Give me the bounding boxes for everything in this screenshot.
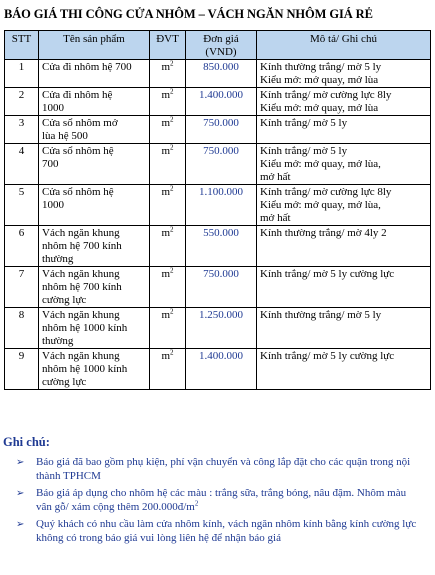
unit-exponent: 2 [170, 266, 174, 275]
header-desc: Mô tả/ Ghi chú [257, 31, 431, 60]
table-body [5, 60, 431, 390]
row-description: Kính thường trắng/ mờ 4ly 2 [257, 226, 431, 267]
row-stt: 6 [5, 226, 39, 267]
unit-exponent: 2 [170, 348, 174, 357]
unit-base: m [161, 309, 171, 321]
arrow-bullet-icon: ➢ [16, 519, 25, 530]
row-price: 850.000 [186, 60, 257, 88]
unit-exponent: 2 [170, 115, 174, 124]
header-name: Tên sản phẩm [39, 31, 150, 60]
row-unit [150, 60, 186, 88]
table-row [5, 185, 431, 226]
row-price: 1.100.000 [186, 185, 257, 226]
table-row [5, 116, 431, 144]
note-superscript: 2 [194, 498, 199, 507]
row-stt: 4 [5, 144, 39, 185]
note-item [14, 456, 422, 483]
row-description: Kính trắng/ mờ 5 ly [257, 116, 431, 144]
row-stt: 1 [5, 60, 39, 88]
unit-exponent: 2 [170, 225, 174, 234]
header-unit: ĐVT [150, 31, 186, 60]
row-product-name: Cửa đi nhôm hệ 700 [39, 60, 150, 88]
row-price: 1.400.000 [186, 88, 257, 116]
unit-base: m [161, 117, 171, 129]
row-stt: 9 [5, 349, 39, 390]
table-row [5, 226, 431, 267]
row-price: 750.000 [186, 144, 257, 185]
table-row [5, 144, 431, 185]
unit-exponent: 2 [170, 143, 174, 152]
row-description: Kính thường trắng/ mờ 5 ly [257, 308, 431, 349]
table-row [5, 60, 431, 88]
unit-exponent: 2 [170, 59, 174, 68]
row-unit [150, 226, 186, 267]
notes-title: Ghi chú: [3, 435, 50, 449]
unit-exponent: 2 [170, 87, 174, 96]
arrow-bullet-icon: ➢ [16, 457, 25, 468]
row-stt: 5 [5, 185, 39, 226]
unit-base: m [161, 89, 171, 101]
note-item [14, 487, 422, 514]
price-table [4, 30, 431, 390]
row-unit [150, 185, 186, 226]
row-price: 550.000 [186, 226, 257, 267]
row-product-name: Vách ngăn khung nhôm hệ 700 kính cường lực [39, 267, 150, 308]
row-unit [150, 88, 186, 116]
table-header-row [5, 31, 431, 60]
note-text: Báo giá áp dụng cho nhôm hệ các màu : trắng sữa, trắng bóng, nâu đậm. Nhôm màu vân gỗ/ xám cộng thêm 200.000đ/m [36, 487, 407, 513]
row-product-name: Cửa sổ nhôm mở lùa hệ 500 [39, 116, 150, 144]
unit-exponent: 2 [170, 307, 174, 316]
header-stt: STT [5, 31, 39, 60]
row-price: 750.000 [186, 116, 257, 144]
row-price: 1.250.000 [186, 308, 257, 349]
unit-base: m [161, 350, 171, 362]
table-row [5, 349, 431, 390]
row-unit [150, 308, 186, 349]
unit-base: m [161, 268, 171, 280]
row-description: Kính trắng/ mờ cường lực 8ly Kiểu mở: mở quay, mở lùa, mở hất [257, 185, 431, 226]
row-product-name: Vách ngăn khung nhôm hệ 700 kính thường [39, 226, 150, 267]
row-unit [150, 116, 186, 144]
table-row [5, 88, 431, 116]
row-description: Kính thường trắng/ mờ 5 ly Kiểu mở: mở quay, mở lùa [257, 60, 431, 88]
row-price: 1.400.000 [186, 349, 257, 390]
note-text: Báo giá đã bao gồm phụ kiện, phí vận chuyển và công lắp đặt cho các quận trong nội thành TPHCM [36, 456, 411, 482]
notes-list [14, 456, 422, 549]
table-row [5, 308, 431, 349]
table-row [5, 267, 431, 308]
header-price [186, 31, 257, 60]
row-price: 750.000 [186, 267, 257, 308]
row-product-name: Cửa sổ nhôm hệ 1000 [39, 185, 150, 226]
row-description: Kính trắng/ mờ cường lực 8ly Kiểu mở: mở quay, mở lùa [257, 88, 431, 116]
row-description: Kính trắng/ mờ 5 ly cường lực [257, 349, 431, 390]
header-price-line1: Đơn giá [203, 33, 239, 45]
row-stt: 8 [5, 308, 39, 349]
row-product-name: Vách ngăn khung nhôm hệ 1000 kính cường lực [39, 349, 150, 390]
unit-base: m [161, 227, 171, 239]
row-stt: 2 [5, 88, 39, 116]
unit-base: m [161, 61, 171, 73]
unit-base: m [161, 145, 171, 157]
header-price-line2: (VND) [205, 46, 237, 58]
note-text: Quý khách có nhu cầu làm cửa nhôm kính, vách ngăn nhôm kính bằng kính cường lực không có trong báo giá vui lòng liên hệ để nhận báo giá [36, 518, 417, 544]
row-product-name: Cửa sổ nhôm hệ 700 [39, 144, 150, 185]
row-description: Kính trắng/ mờ 5 ly Kiểu mở: mở quay, mở lùa, mở hất [257, 144, 431, 185]
row-unit [150, 144, 186, 185]
note-item [14, 518, 422, 545]
arrow-bullet-icon: ➢ [16, 488, 25, 499]
unit-base: m [161, 186, 171, 198]
row-stt: 3 [5, 116, 39, 144]
row-product-name: Cửa đi nhôm hệ 1000 [39, 88, 150, 116]
page-title: BÁO GIÁ THI CÔNG CỬA NHÔM – VÁCH NGĂN NHÔM GIÁ RẺ [4, 7, 373, 21]
row-stt: 7 [5, 267, 39, 308]
row-unit [150, 267, 186, 308]
row-product-name: Vách ngăn khung nhôm hệ 1000 kính thường [39, 308, 150, 349]
row-unit [150, 349, 186, 390]
unit-exponent: 2 [170, 184, 174, 193]
row-description: Kính trắng/ mờ 5 ly cường lực [257, 267, 431, 308]
